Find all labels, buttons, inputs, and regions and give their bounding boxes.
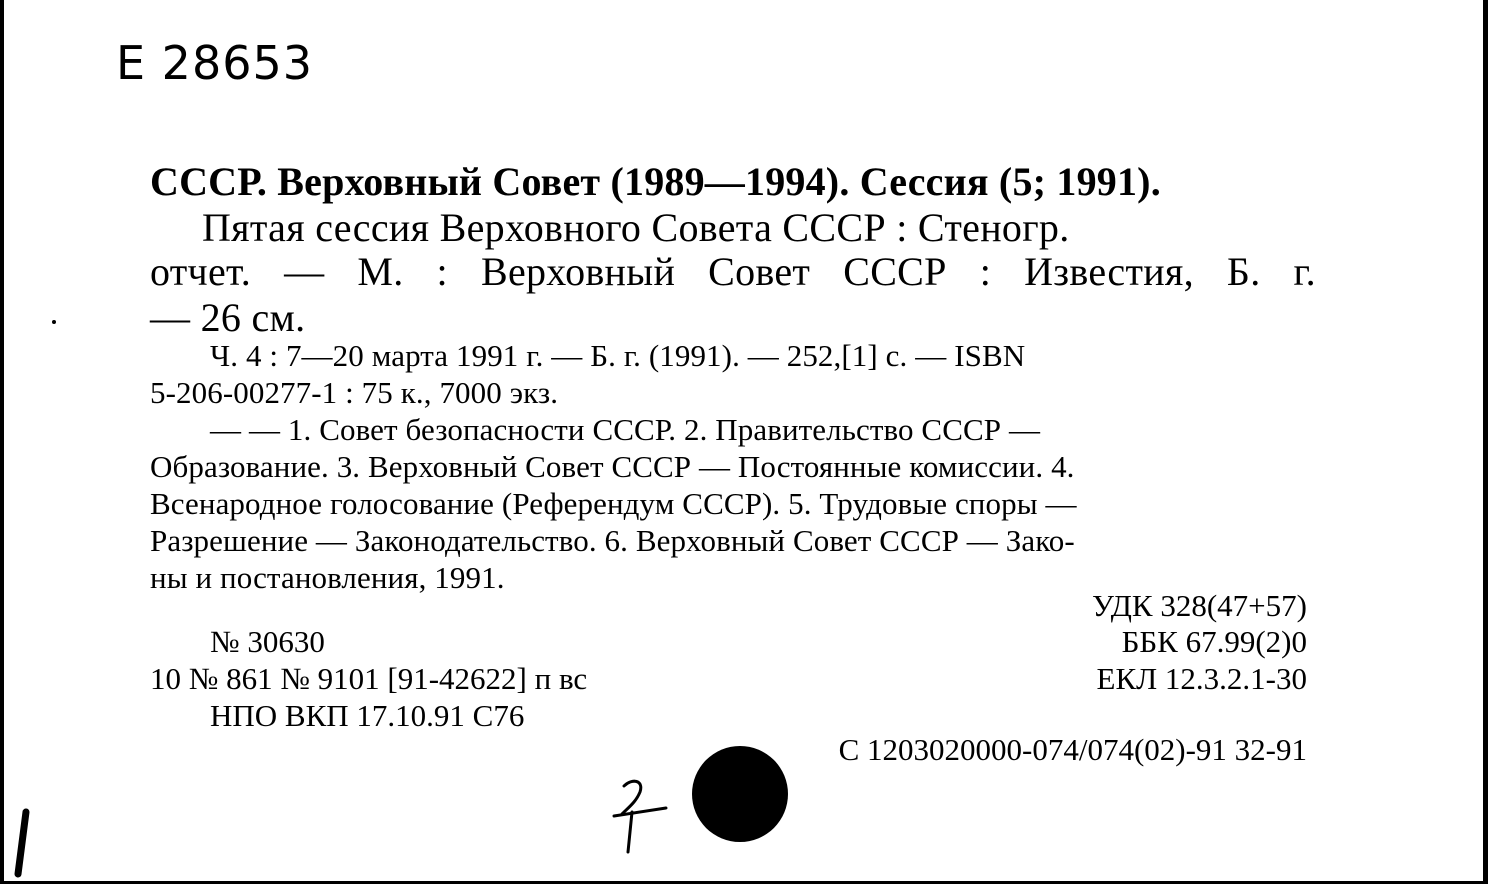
ekl-code: ЕКЛ 12.3.2.1-30 [1096,661,1307,696]
subject-line-4: Разрешение — Законодательство. 6. Верховный Совет СССР — Зако- [150,523,1075,558]
printer-line: НПО ВКП 17.10.91 С76 [210,698,525,733]
subject-line-1: — — 1. Совет безопасности СССР. 2. Правительство СССР — [210,412,1041,447]
part-line-2: 5-206-00277-1 : 75 к., 7000 экз. [150,375,559,410]
title-line-3: — 26 см. [150,295,306,340]
subject-line-3: Всенародное голосование (Референдум СССР). 5. Трудовые споры — [150,486,1077,521]
handwritten-seven [614,781,666,852]
title-line-1: Пятая сессия Верховного Совета СССР : Стеногр. [202,205,1070,250]
card-number: Е 28653 [116,36,314,90]
record-number: № 30630 [210,624,325,659]
stray-dot [52,320,56,324]
udk-code: УДК 328(47+57) [1091,588,1307,623]
order-line: 10 № 861 № 9101 [91-42622] п вс [150,661,588,696]
bbk-code: ББК 67.99(2)0 [1121,624,1307,659]
part-line-1: Ч. 4 : 7—20 марта 1991 г. — Б. г. (1991). — 252,[1] с. — ISBN [210,338,1026,373]
subject-line-2: Образование. 3. Верховный Совет СССР — Постоянные комиссии. 4. [150,449,1075,484]
title-line-2-text: отчет. — М. : Верховный Совет СССР : Известия, Б. г. [150,249,1316,294]
handwritten-marks [4,0,1488,884]
catalog-code-line: С 1203020000-074/074(02)-91 32-91 [838,732,1307,767]
margin-stroke [18,812,26,874]
card-heading: СССР. Верховный Совет (1989—1994). Сессия (5; 1991). [150,159,1161,204]
subject-line-5: ны и постановления, 1991. [150,560,505,595]
